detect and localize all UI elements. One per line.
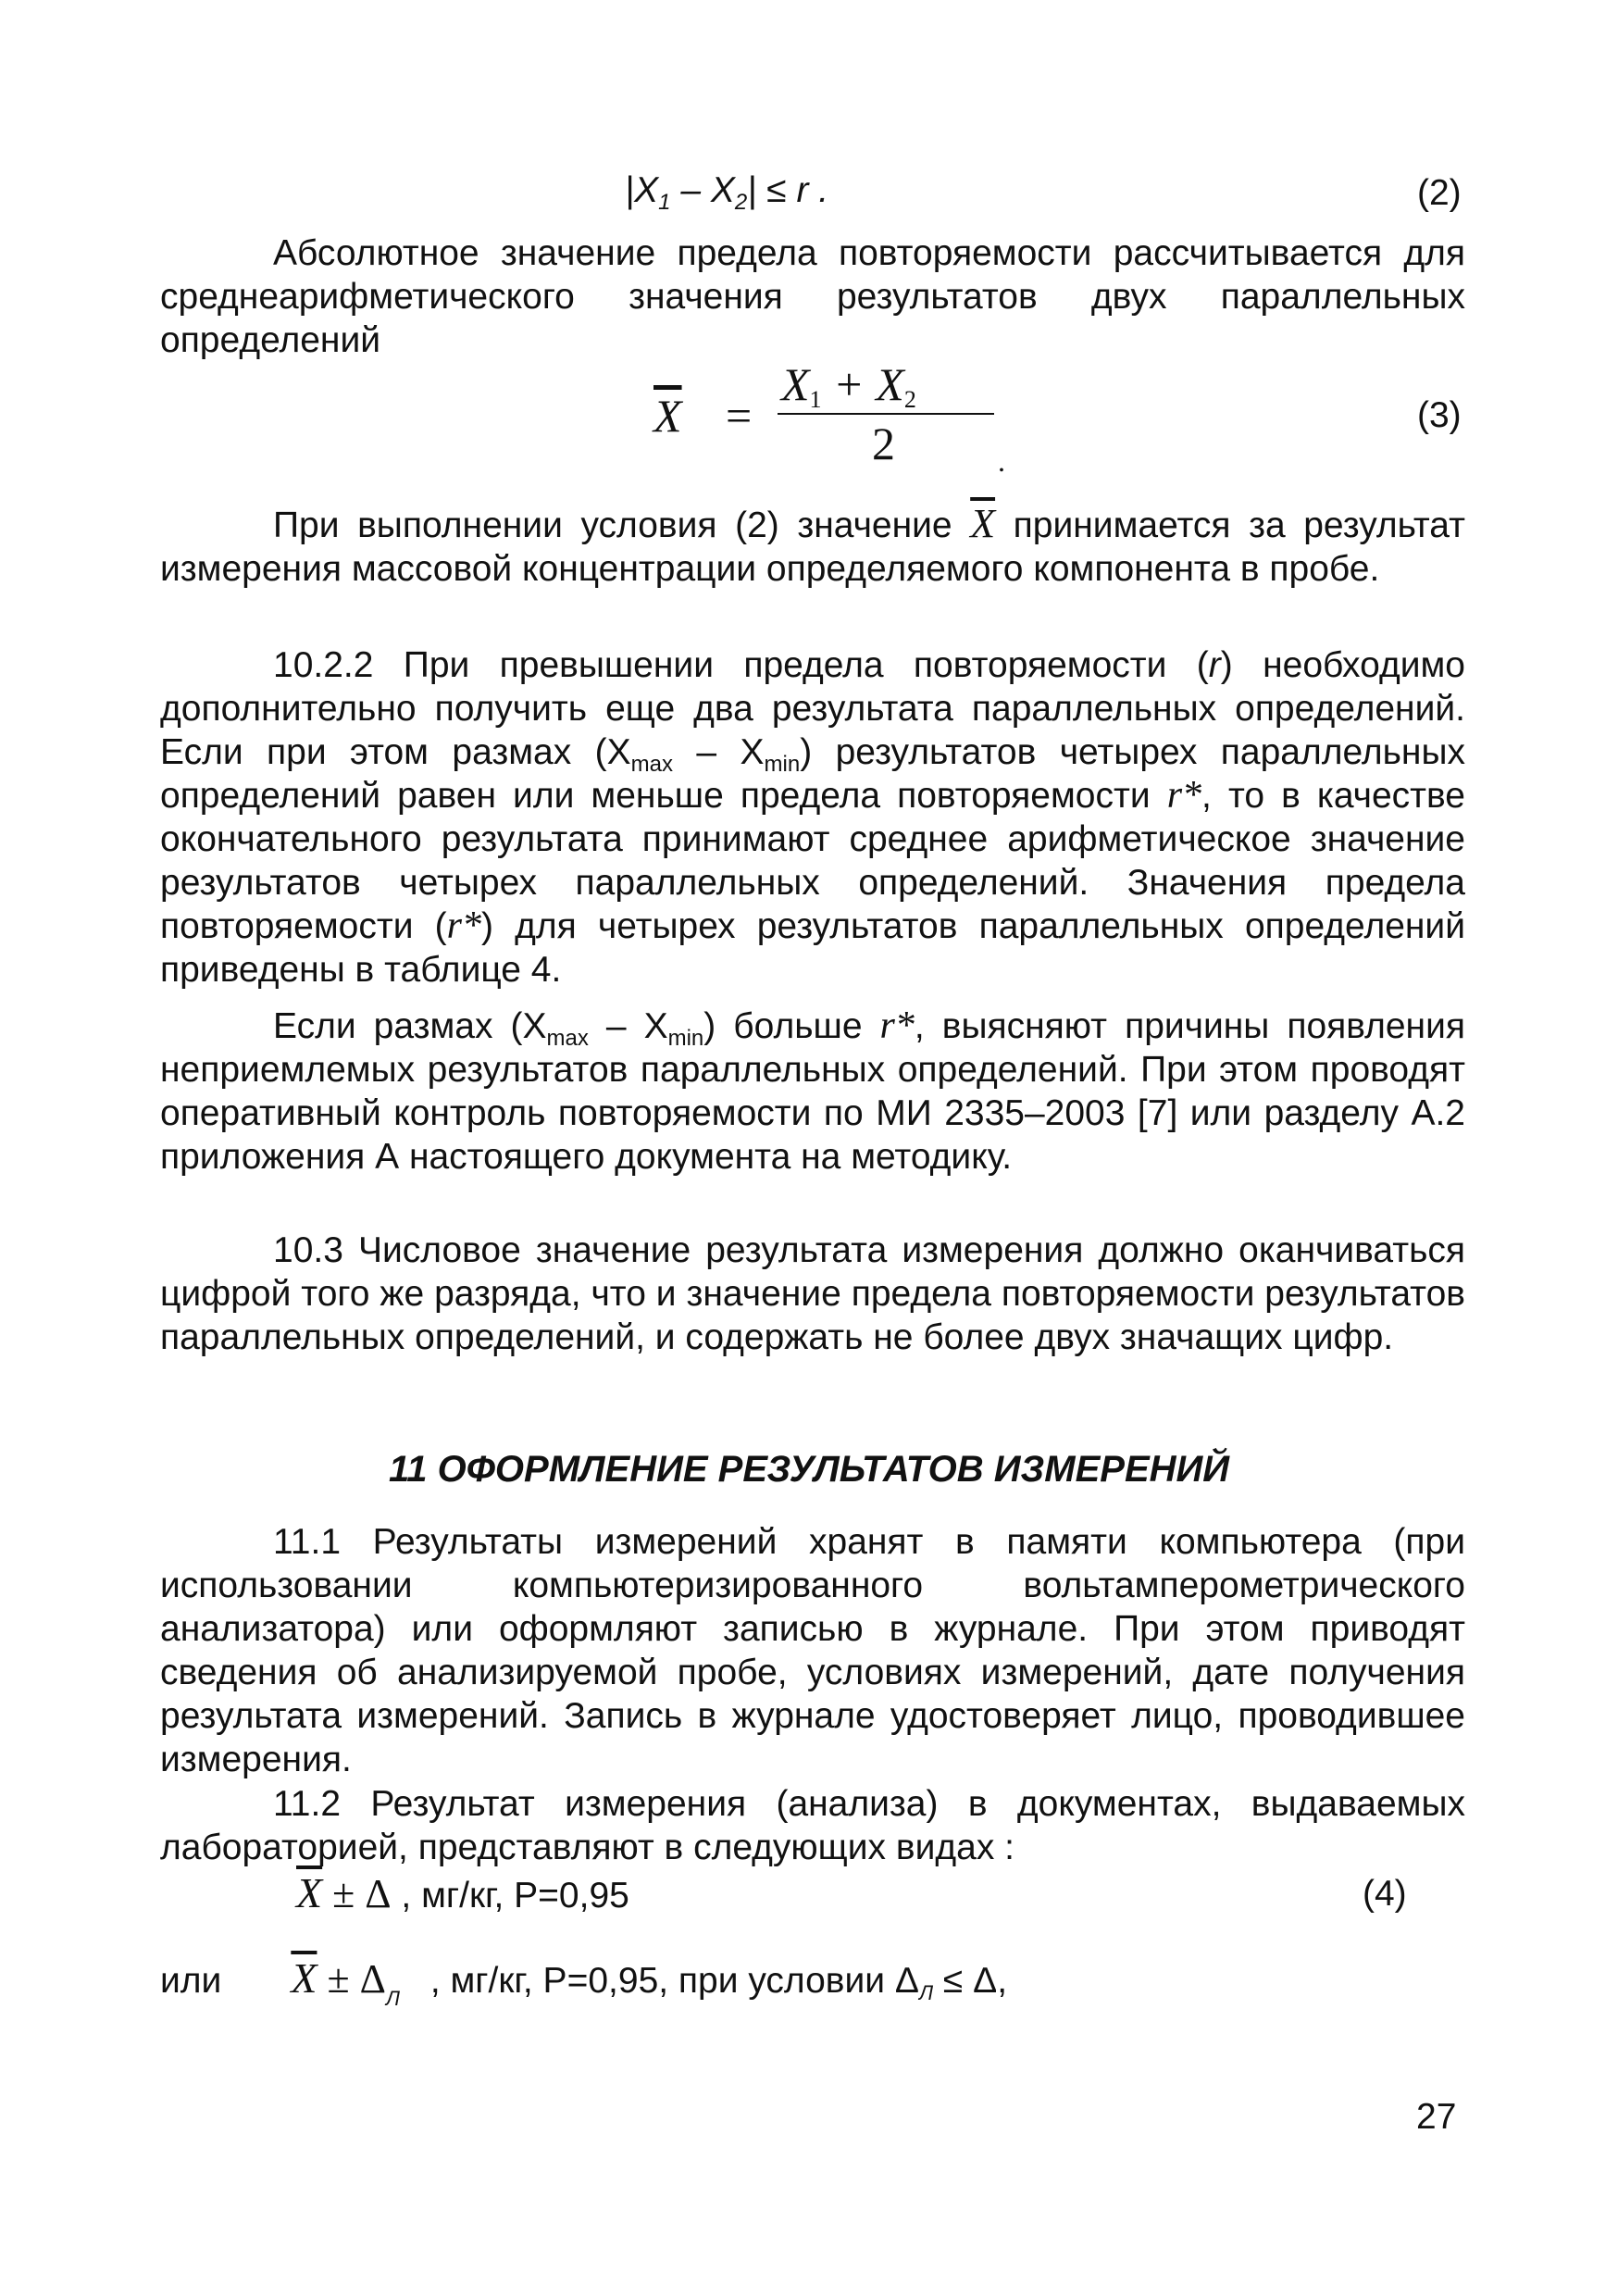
eq5-cond-sub: Л bbox=[918, 1981, 934, 2004]
eq2-sub2: 2 bbox=[734, 190, 748, 215]
eq5-text: , мг/кг, Р=0,95, при условии Δ bbox=[419, 1961, 919, 2001]
paragraph-7-text: 11.2 Результат измерения (анализа) в документах, выдаваемых лабораторией, представляют в следующих видах : bbox=[160, 1784, 1465, 1867]
eq3-num-x1: X bbox=[781, 358, 810, 410]
eq4-pm-delta: ± Δ bbox=[322, 1871, 392, 1916]
p3-text-f: ) для четырех результатов параллельных определений приведены в таблице 4. bbox=[160, 906, 1465, 990]
equation-2 bbox=[625, 168, 829, 215]
paragraph-10-2-2 bbox=[160, 643, 1465, 992]
eq4-text: , мг/кг, Р=0,95 bbox=[391, 1876, 629, 1915]
p3-sub-max: max bbox=[630, 752, 673, 777]
eq2-lhs: |X bbox=[625, 170, 659, 210]
p3-text-b: ) необходимо дополнительно получить еще два результата параллельных определений. Если при этом размах (X bbox=[160, 645, 1465, 772]
eq5-cond-rest: ≤ Δ, bbox=[933, 1961, 1008, 2001]
paragraph-10-3 bbox=[160, 1229, 1465, 1359]
eq3-fraction-bar bbox=[778, 413, 994, 415]
page-number: 27 bbox=[1416, 2097, 1457, 2137]
equation-4-number: (4) bbox=[1363, 1874, 1407, 1914]
paragraph-range bbox=[160, 1004, 1465, 1179]
paragraph-condition bbox=[160, 502, 1465, 591]
eq5-mean-symbol: $\overline{X}$ bbox=[291, 1954, 317, 2002]
p3-text-c: – X bbox=[672, 732, 765, 772]
p4-text-c: ) больше bbox=[703, 1006, 880, 1046]
eq5-prefix: или bbox=[160, 1961, 222, 2001]
eq3-num-sub2: 2 bbox=[903, 386, 916, 413]
eq3-num-x2: + X bbox=[821, 358, 904, 410]
paragraph-5-text: 10.3 Числовое значение результата измерения должно оканчиваться цифрой того же разряда, что и значение предела повторяемости результатов параллельных определений, и содержать не более двух значащих цифр. bbox=[160, 1230, 1465, 1357]
p3-sub-min: min bbox=[764, 752, 801, 777]
section-heading: 11 ОФОРМЛЕНИЕ РЕЗУЛЬТАТОВ ИЗМЕРЕНИЙ bbox=[388, 1449, 1230, 1490]
equation-4 bbox=[296, 1870, 629, 1919]
eq2-mid: – X bbox=[670, 170, 735, 210]
p4-text-a: Если размах (X bbox=[273, 1006, 547, 1046]
paragraph-2-text-b: принимается за результат измерения массовой концентрации определяемого компонента в пробе. bbox=[160, 505, 1465, 589]
p4-sub-min: min bbox=[667, 1026, 704, 1051]
eq3-denominator: 2 bbox=[872, 418, 895, 469]
paragraph-6-text: 11.1 Результаты измерений хранят в памяти компьютера (при использовании компьютеризированного вольтамперометрического анализатора) или оформляют записью в журнале. При этом приводят сведения об анализируемой пробе, условиях измерений, дате получения результата измерений. Запись в журнале удостоверяет лицо, проводившее измерения. bbox=[160, 1522, 1465, 1779]
p4-sub-max: max bbox=[546, 1026, 589, 1051]
p3-r-star: r* bbox=[1166, 774, 1202, 817]
p4-text-b: – X bbox=[588, 1006, 668, 1046]
paragraph-1-text: Абсолютное значение предела повторяемости рассчитывается для среднеарифметического значения результатов двух параллельных определений bbox=[160, 233, 1465, 360]
p3-text-e: , то в качестве окончательного результата принимают среднее арифметическое значение результатов четырех параллельных определений. Значения предела повторяемости ( bbox=[160, 776, 1465, 946]
p4-text-d: , выясняют причины появления неприемлемых результатов параллельных определений. При этом проводят оперативный контроль повторяемости по МИ 2335–2003 [7] или разделу А.2 приложения А настоящего документа на методику. bbox=[160, 1006, 1466, 1177]
p3-r-star-2: r* bbox=[446, 905, 481, 947]
p4-r-star: r* bbox=[879, 1004, 915, 1047]
eq4-mean-symbol: $\overline{X}$ bbox=[296, 1869, 323, 1916]
eq3-lhs: $\overline{X}$ bbox=[653, 390, 682, 442]
p3-text-d: ) результатов четырех параллельных определений равен или меньше предела повторяемости bbox=[160, 732, 1465, 816]
eq3-dot: . bbox=[998, 444, 1005, 478]
paragraph-2-mean-symbol: $\overline{X}$ bbox=[970, 501, 996, 546]
equation-5 bbox=[160, 1954, 1008, 2010]
paragraph-2-text-a: При выполнении условия (2) значение bbox=[273, 505, 971, 545]
equation-3 bbox=[653, 358, 1005, 483]
p3-r: r bbox=[1208, 645, 1221, 685]
eq2-sub1: 1 bbox=[658, 190, 671, 215]
eq3-num-sub1: 1 bbox=[809, 386, 822, 413]
paragraph-11-2 bbox=[160, 1782, 1465, 1869]
eq3-numerator bbox=[781, 357, 916, 411]
eq5-sub-l: Л bbox=[385, 1987, 400, 2010]
eq5-pm-delta: ± Δ bbox=[317, 1956, 386, 2002]
paragraph-11-1 bbox=[160, 1520, 1465, 1781]
equation-3-number: (3) bbox=[1417, 395, 1462, 435]
equation-2-number: (2) bbox=[1417, 173, 1462, 213]
paragraph-repeatability bbox=[160, 231, 1465, 362]
eq2-rhs: | ≤ r . bbox=[747, 170, 829, 210]
p3-text-a: 10.2.2 При превышении предела повторяемости ( bbox=[273, 645, 1209, 685]
eq3-equals: = bbox=[726, 390, 753, 442]
